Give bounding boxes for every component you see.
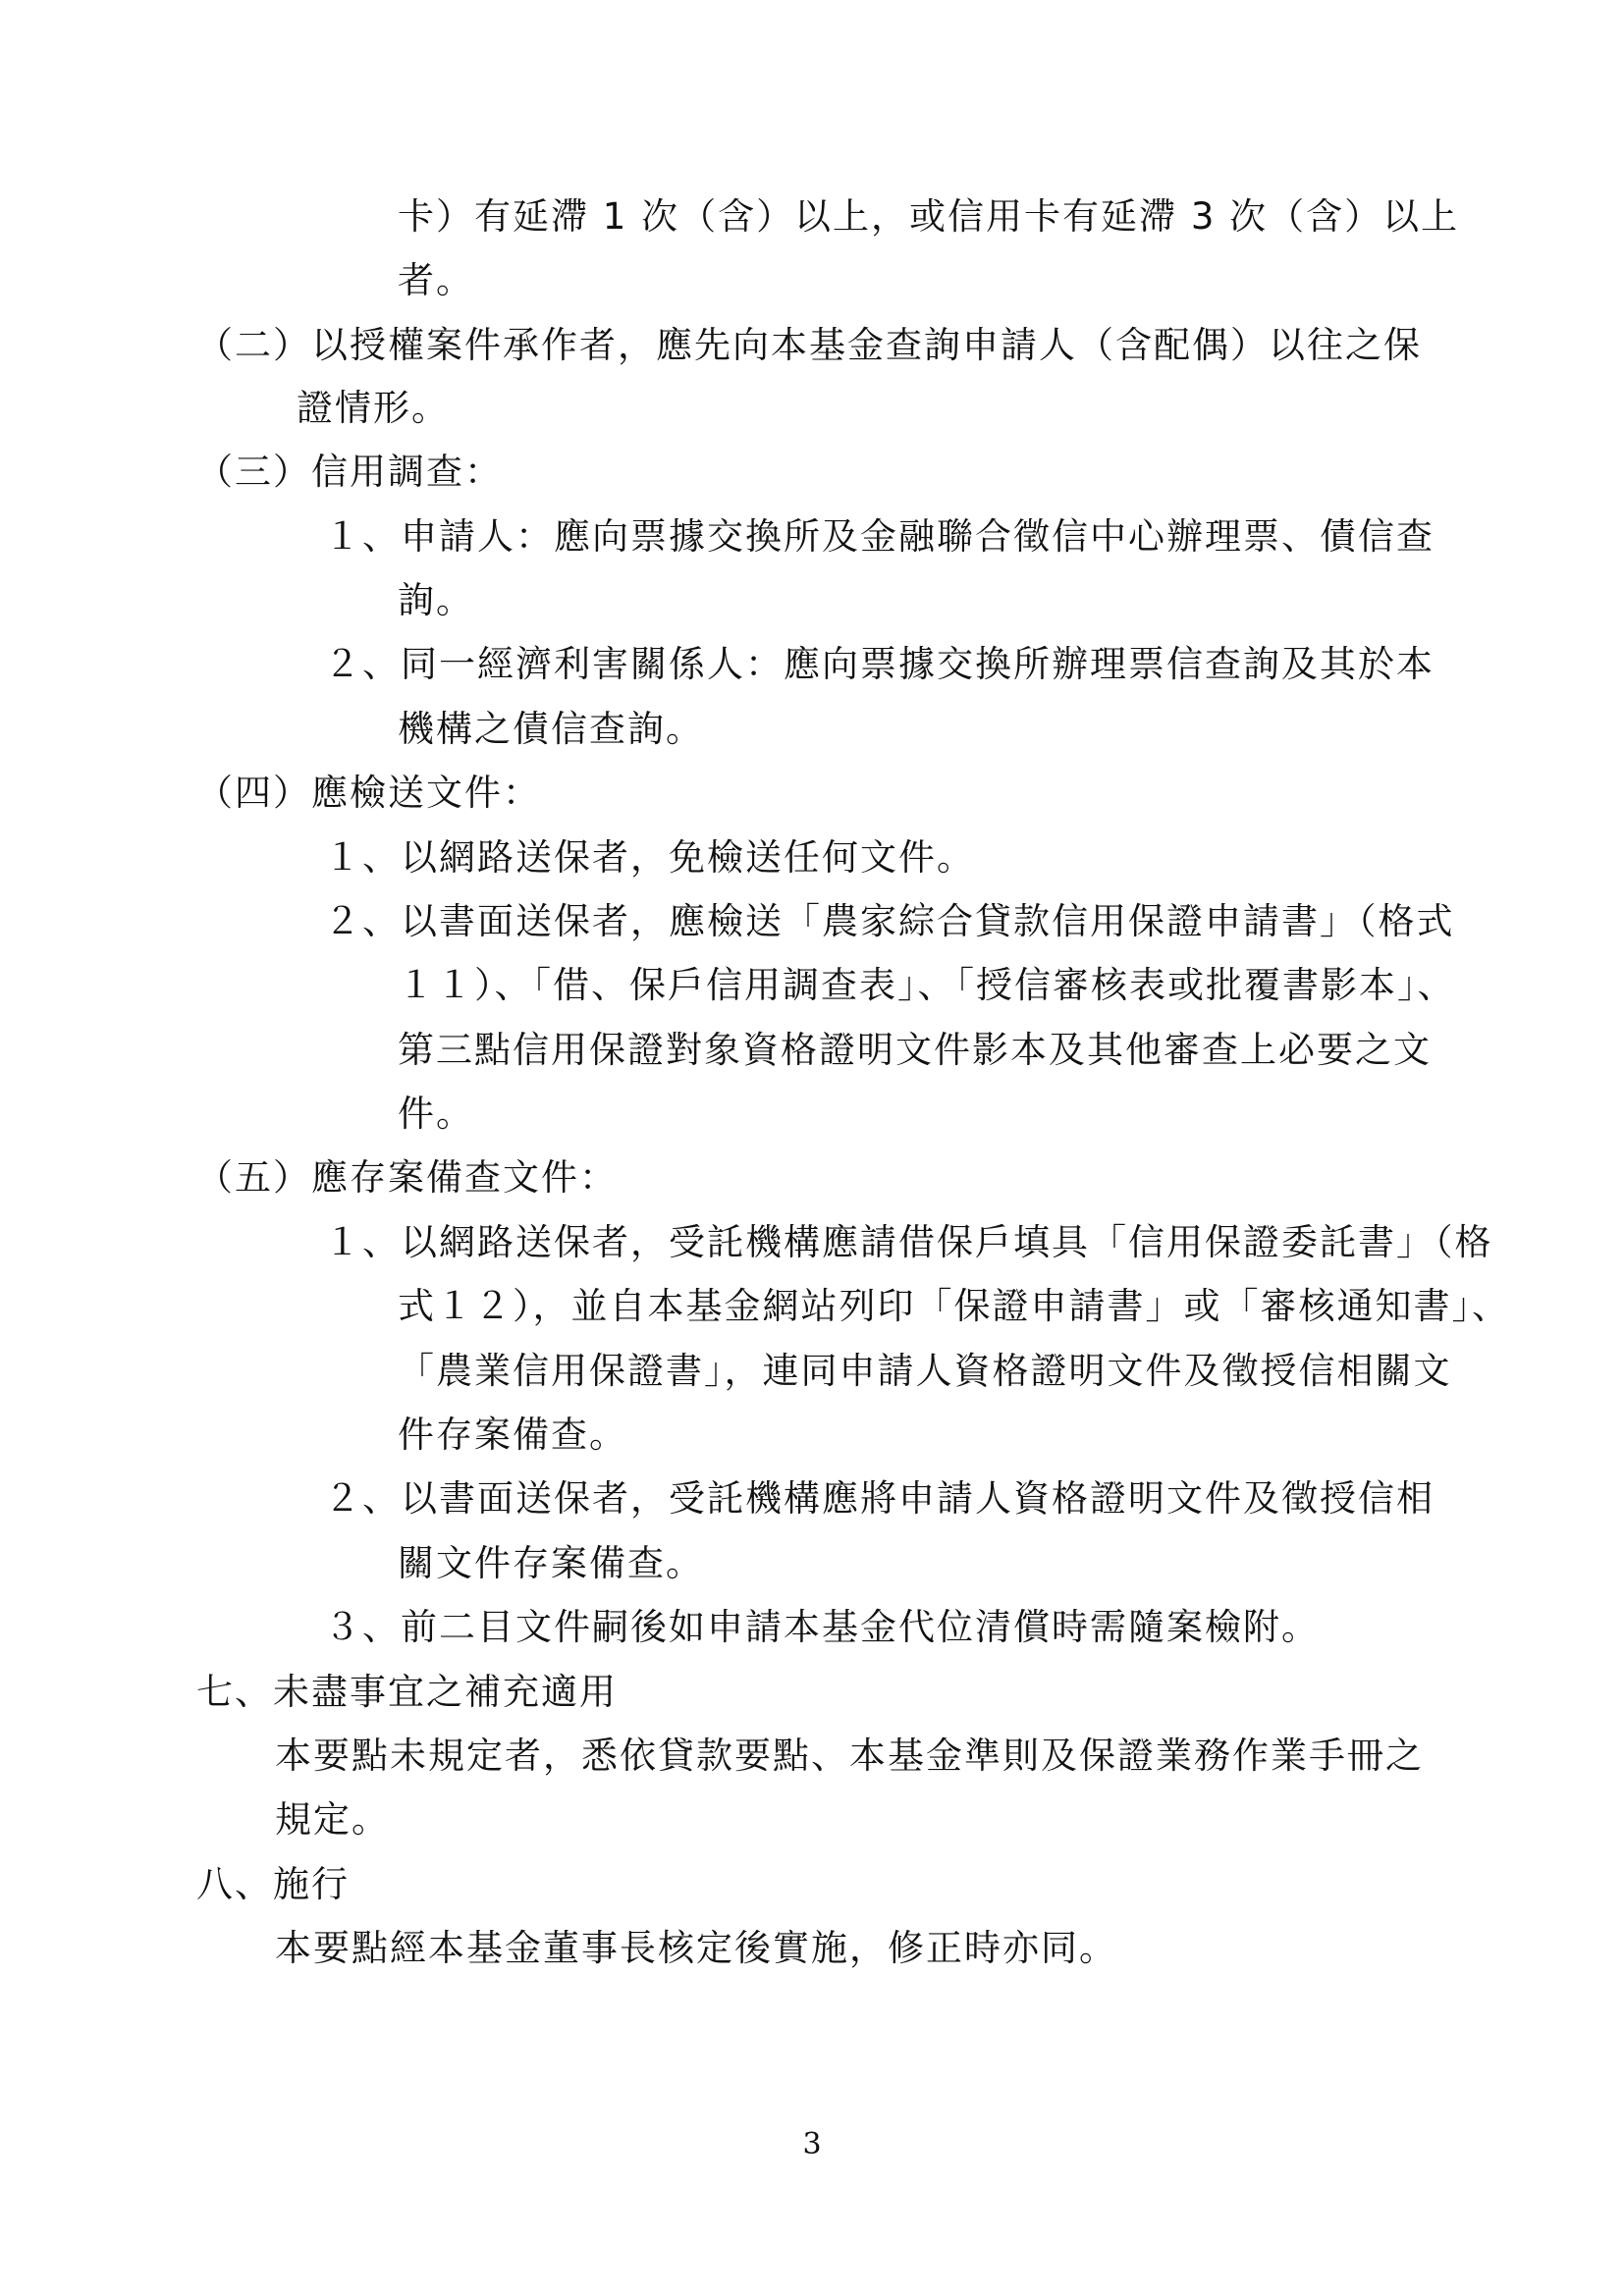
text-line: 規定。 (275, 1798, 390, 1841)
text-line: 證情形。 (297, 387, 450, 429)
text-line: 式１２），並自本基金網站列印「保證申請書」或「審核通知書」、 (398, 1285, 1510, 1327)
text-line: ２、同一經濟利害關係人：應向票據交換所辦理票信查詢及其於本 (324, 643, 1435, 685)
page-number: 3 (802, 2127, 822, 2162)
text-line: 關文件存案備查。 (398, 1542, 704, 1584)
text-line: 者。 (398, 259, 474, 301)
text-line: （二）以授權案件承作者，應先向本基金查詢申請人（含配偶）以往之保 (196, 324, 1422, 366)
text-line: ２、以書面送保者，受託機構應將申請人資格證明文件及徵授信相 (324, 1477, 1435, 1520)
text-line: １、以網路送保者，受託機構應請借保戶填具「信用保證委託書」（格 (324, 1221, 1493, 1263)
text-line: 「農業信用保證書」，連同申請人資格證明文件及徵授信相關文 (398, 1350, 1452, 1392)
text-line: 第三點信用保證對象資格證明文件影本及其他審查上必要之文 (398, 1029, 1432, 1071)
text-line: ２、以書面送保者，應檢送「農家綜合貸款信用保證申請書」（格式 (324, 900, 1455, 942)
text-line: 機構之債信查詢。 (398, 708, 704, 750)
text-line: １、以網路送保者，免檢送任何文件。 (324, 836, 975, 879)
text-line: 卡）有延滯 1 次（含）以上，或信用卡有延滯 3 次（含）以上 (398, 195, 1460, 238)
section-heading: 八、施行 (196, 1863, 350, 1905)
text-line: 詢。 (398, 579, 474, 621)
text-line: １１）、「借、保戶信用調查表」、「授信審核表或批覆書影本」、 (398, 964, 1456, 1006)
section-heading: （三）信用調查： (196, 451, 503, 493)
section-heading: （五）應存案備查文件： (196, 1156, 618, 1199)
text-line: 本要點經本基金董事長核定後實施，修正時亦同。 (275, 1927, 1117, 1969)
section-heading: 七、未盡事宜之補充適用 (196, 1671, 618, 1713)
text-line: ３、前二目文件嗣後如申請本基金代位清償時需隨案檢附。 (324, 1606, 1320, 1648)
text-line: 件存案備查。 (398, 1414, 627, 1456)
text-line: 本要點未規定者，悉依貸款要點、本基金準則及保證業務作業手冊之 (275, 1735, 1424, 1777)
section-heading: （四）應檢送文件： (196, 772, 541, 814)
text-line: １、申請人：應向票據交換所及金融聯合徵信中心辦理票、債信查 (324, 515, 1435, 558)
text-line: 件。 (398, 1093, 474, 1135)
